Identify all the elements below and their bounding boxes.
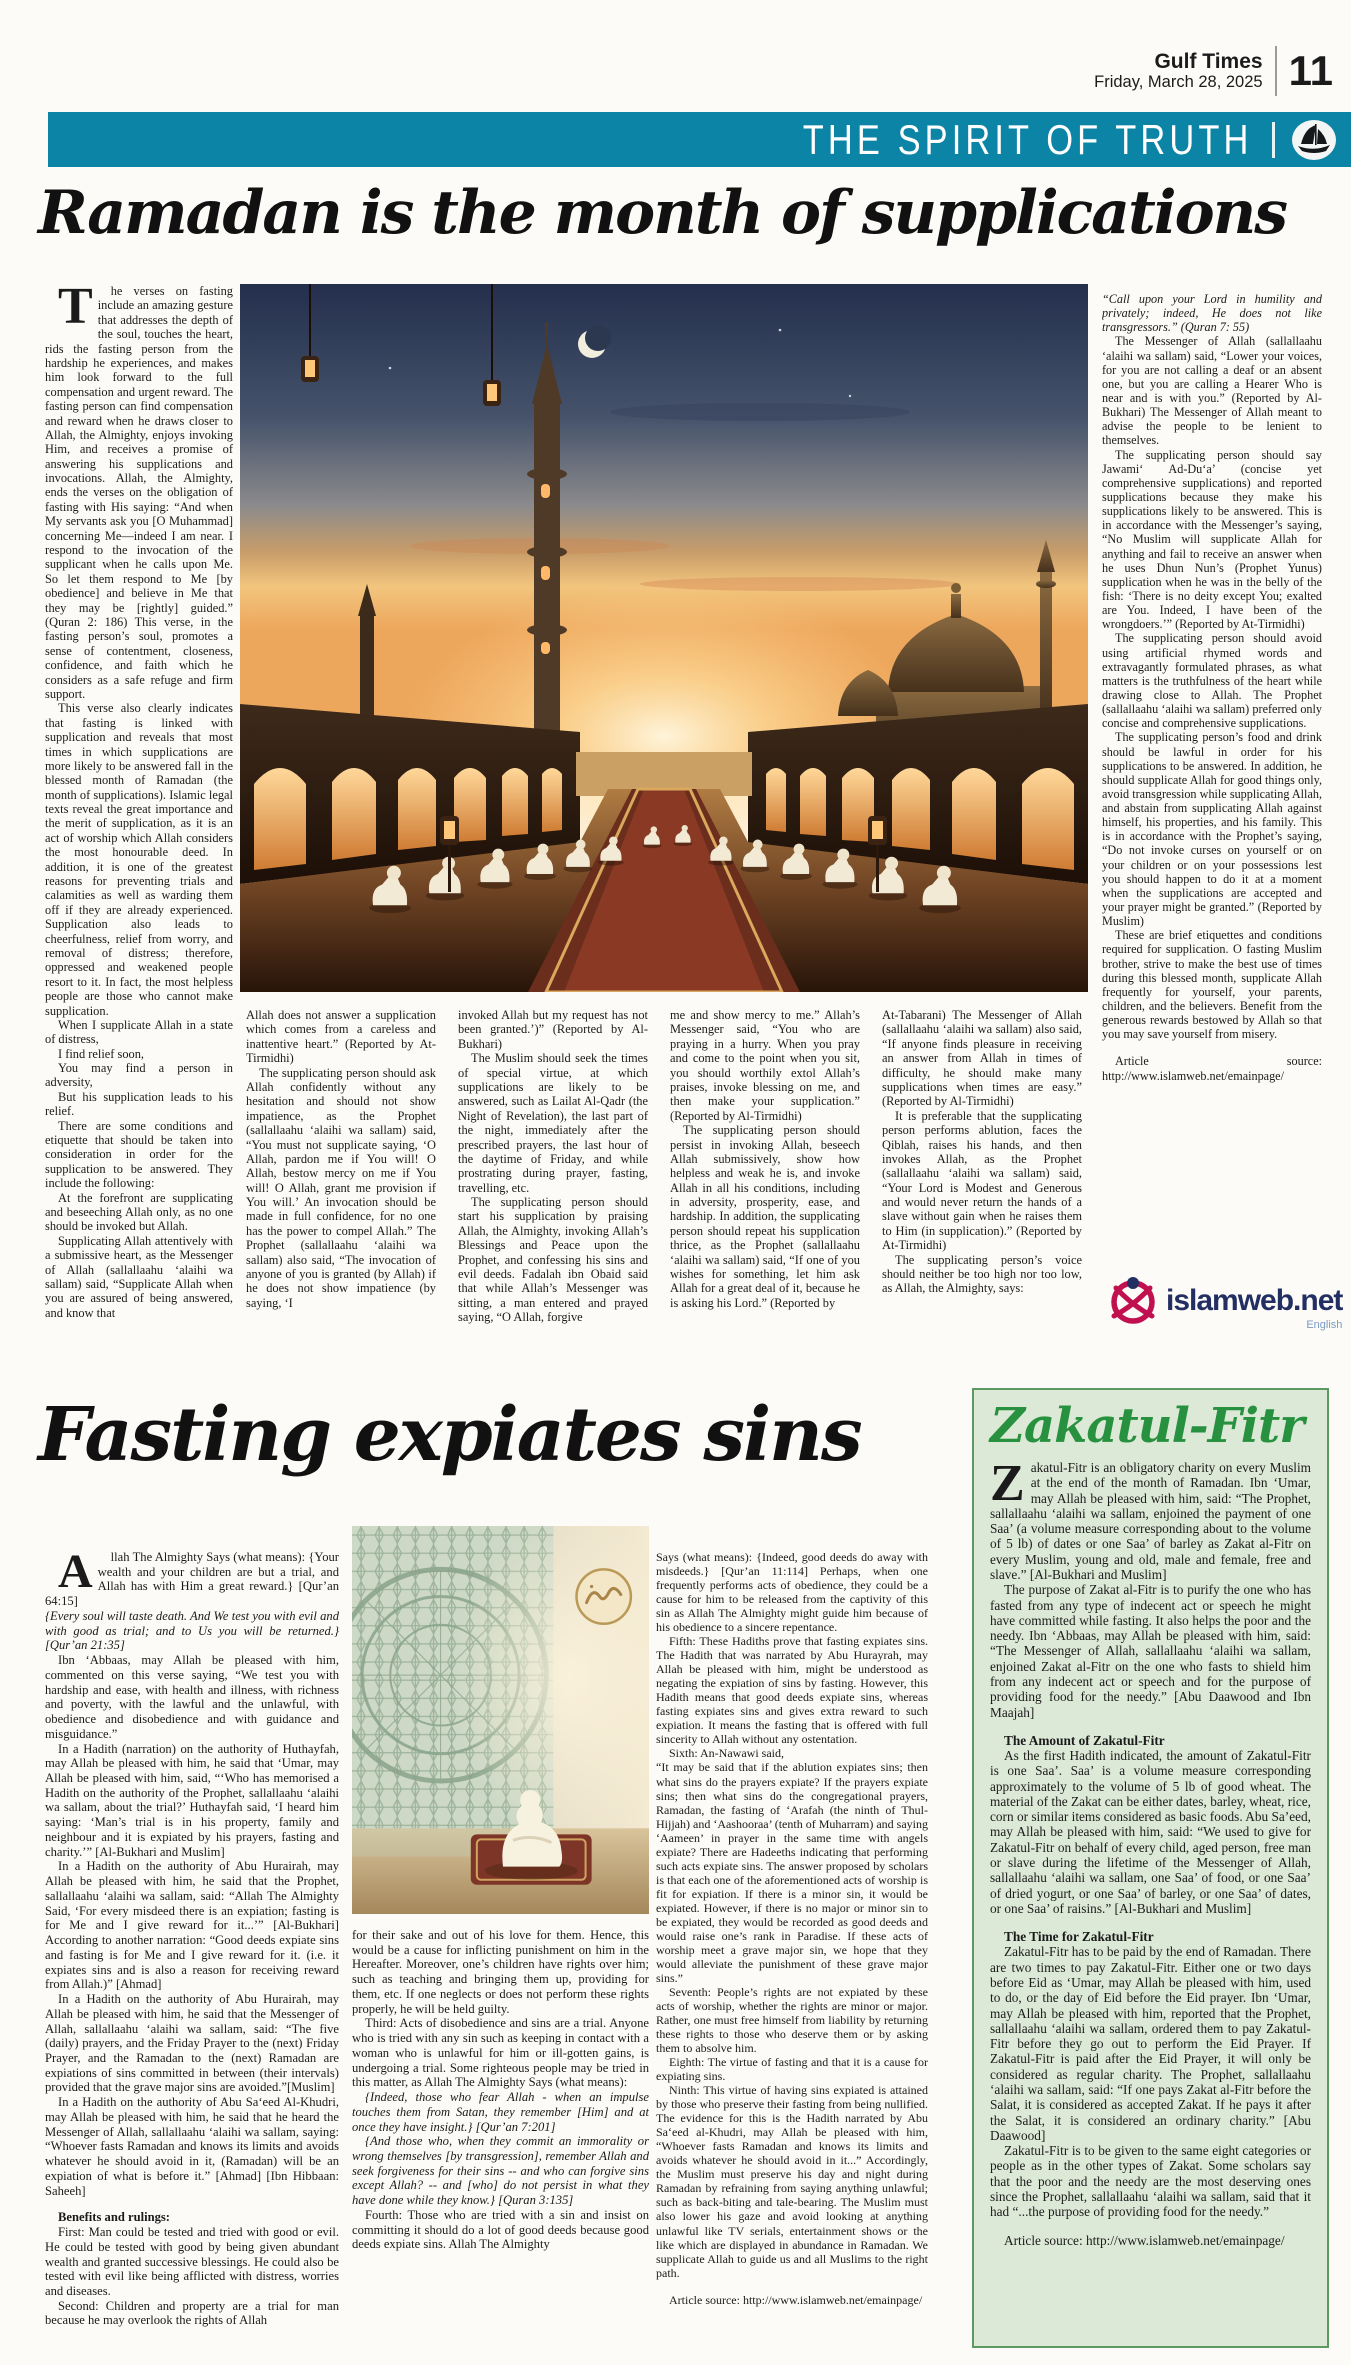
paragraph: At-Tabarani) The Messenger of Allah (sallallaahu ‘alaihi wa sallam) also said, “If anyone finds pleasure in receiving an answer from Allah in times of difficulty, he should make many supplications when times are easy.” (Reported by Al-Tirmidhi) (882, 1008, 1082, 1109)
article1-column-1 (45, 284, 233, 1388)
paragraph: In a Hadith on the authority of Abu Hurairah, may Allah be pleased with him, he said that the Messenger of Allah, sallallaahu ‘alaihi wa sallam, said: “The five (daily) prayers, and the Friday Prayer to the (next) Friday Prayer, and the Ramadan to the (next) Ramadan are expiations of sins committed in between (their intervals) provided that the grave major sins are avoided.”[Muslim] (45, 1992, 339, 2095)
masthead-text (1094, 50, 1262, 91)
paragraph: Ibn ‘Abbaas, may Allah be pleased with him, commented on this verse saying, “We test you with hardship and ease, with health and illness, with richness and poverty, with the lawful and the unlawful, with obedience and disobedience and with guidance and misguidance.” (45, 1653, 339, 1741)
banner-divider (1272, 122, 1275, 158)
paragraph: The Muslim should seek the times of special virtue, at which supplications are likely to be answered, such as Lailat Al-Qadr (the Night of Revelation), the last part of the night, immediately after the prescribed prayers, the last hour of the daytime of Friday, and while prostrating during prayer, fasting, travelling, etc. (458, 1051, 648, 1195)
paragraph: Allah does not answer a supplication which comes from a careless and inattentive heart.” (Reported by At-Tirmidhi) (246, 1008, 436, 1066)
paragraph: In a Hadith (narration) on the authority of Huthayfah, may Allah be pleased with him, he said that ‘Umar, may Allah be pleased with him, said, “‘Who has memorised a Hadith on the authority of the Prophet, sallallaahu ‘alaihi wa sallam, about the trial?’ Huthayfah said, ‘I heard him saying: ‘Man’s trial is in his property, family and neighbour and it is expiated by his prayers, fasting and charity.’” [Al-Bukhari and Muslim] (45, 1741, 339, 1859)
paragraph: The supplicating person should persist in invoking Allah, beseech Allah submissively, show how helpless and weak he is, and invoke Allah in all his conditions, including in adversity, prosperity, ease, and hardship. In addition, the supplicating person should repeat his supplication thrice, as the Prophet (sallallaahu ‘alaihi wa sallam) said, “If one of you wishes for something, let him ask Allah for a great deal of it, because he is asking his Lord.” (Reported by (670, 1123, 860, 1310)
article2-column-1 (45, 1550, 339, 2350)
article1-column-3 (458, 1008, 648, 1388)
paragraph: Ninth: This virtue of having sins expiated is attained by those who preserve their fasting from being nullified. The evidence for this is the Hadith narrated by Abu Sa‘eed al-Khudri, may Allah be pleased with him, “Whoever fasts Ramadan and knows its limits and avoids whatever he should avoid in it...” Accordingly, the Muslim must preserve his day and night during Ramadan by refraining from saying anything unlawful; such as back-biting and tale-bearing. The Muslim must also lower his gaze and avoid looking at anything unlawful like TV serials, entertainment shows or the like which are displayed in abundance in Ramadan. We supplicate Allah to guide us and all Muslims to the right path. (656, 2083, 928, 2280)
paragraph: {And those who, when they commit an immorality or wrong themselves [by transgression], remember Allah and seek forgiveness for their sins -- and who can forgive sins except Allah? -- and [who] do not persist in what they have done while they know.} [Quran 3:135] (352, 2134, 649, 2208)
paragraph: Second: Children and property are a trial for man because he may overlook the rights of Allah (45, 2298, 339, 2328)
paragraph: The supplicating person’s food and drink should be lawful in order for his supplications to be answered. In addition, he should supplicate Allah for good things only, avoid transgression while supplicating Allah, and abstain from supplicating Allah against himself, his properties, and his family. This is in accordance with the Prophet’s saying, “Do not invoke curses on yourself or on your children or on your possessions lest you should happen to do it at a moment when the supplications are accepted and your prayer might be granted.” (Reported by Muslim) (1102, 730, 1322, 929)
paragraph: Supplicating Allah attentively with a submissive heart, as the Messenger of Allah (sallallaahu ‘alaihi wa sallam) said, “Supplicate Allah when you are assured of being answered, and know that (45, 1233, 233, 1320)
paragraph: The Amount of Zakatul-Fitr (1004, 1732, 1165, 1748)
masthead-divider (1275, 46, 1277, 96)
masthead (1094, 46, 1333, 96)
zakat-lead-paragraph: Zakatul-Fitr is an obligatory charity on every Muslim at the end of the month of Ramadan. Ibn ‘Umar, may Allah be pleased with him, said: “The Prophet, sallallaahu ‘alaihi wa sallam, enjoined the payment of one Saa’ (a volume measure corresponding about to the volume of 5 lb) of dates or one Saa’ of barley as Zakat al-Fitr on every Muslim, young and old, male and female, free and slave.” [Al-Bukhari and Muslim] (990, 1455, 1311, 1582)
section-banner (48, 112, 1351, 167)
paragraph: The Time for Zakatul-Fitr (1004, 1929, 1154, 1945)
paragraph: You may find a person in adversity, (45, 1061, 233, 1090)
islamweb-wordmark: islamweb.net English (1166, 1284, 1343, 1331)
paragraph: When I supplicate Allah in a state of distress, (45, 1017, 233, 1047)
paragraph: It is preferable that the supplicating person performs ablution, faces the Qiblah, raises his hands, and then invokes Allah, as the Prophet (sallallaahu ‘alaihi wa sallam) said, “Your Lord is Modest and Generous and would never return the hands of a slave without gain when he raises them to Him (in supplication).” (Reported by At-Tirmidhi) (882, 1108, 1082, 1253)
paragraph: Article source: http://www.islamweb.net/emainpage/ (669, 2292, 923, 2307)
paragraph: There are some conditions and etiquette that should be taken into consideration in order for the supplication to be answered. They include the following: (45, 1118, 233, 1191)
paragraph: Fourth: Those who are tried with a sin and insist on committing it should do a lot of good deeds because good deeds expiate sins. Allah The Almighty (352, 2207, 649, 2252)
zakat-box (972, 1388, 1329, 2348)
zakat-title: Zakatul-Fitr (990, 1398, 1304, 1454)
article1-column-2 (246, 1008, 436, 1388)
zakat-body (990, 1455, 1311, 2248)
zakat-paragraphs (990, 1582, 1311, 2248)
paragraph: Zakatul-Fitr has to be paid by the end of Ramadan. There are two times to pay Zakatul-Fitr. Either one or two days before Eid as ‘Umar, may Allah be pleased with him, used to do, or the day of Eid before the Eid prayer. Ibn ‘Umar, may Allah be pleased with him, reported that the Prophet, sallallaahu ‘alaihi wa sallam, ordered them to pay Zakatul-Fitr before they go out to perform the Eid Prayer. If Zakatul-Fitr is paid after the Eid Prayer, it will only be considered as regular charity. The Prophet, sallallaahu ‘alaihi wa sallam, said: “If one pays Zakat al-Fitr before the Salat, it is considered as accepted Zakat. If he pays it after the Salat, it is considered an ordinary charity.” [Abu Daawood] (990, 1944, 1311, 2143)
paragraph: “Call upon your Lord in humility and privately; indeed, He does not like transgressors.” (Quran 7: 55) (1102, 292, 1322, 335)
paragraph: This verse also clearly indicates that fasting is linked with supplication and reveals that most times in which supplications are more likely to be answered fall in the blessed month of Ramadan (the month of supplications). Islamic legal texts reveal the great importance and the merit of supplication, as it is an act of worship which Allah considers the most honourable deed. In addition, it is one of the greatest reasons for preventing trials and calamities as well as warding them off if they are already experienced. Supplication also leads to cheerfulness, relief from worry, and removal of distress; therefore, oppressed and weakened people resort to it. In fact, the most helpless people are those who cannot make supplication. (45, 701, 233, 1018)
paragraph: Says (what means): {Indeed, good deeds do away with misdeeds.} [Qur’an 11:114] Perhaps, when one frequently performs acts of obedience, they could be a cause for him to be released from the captivity of this sin as Allah The Almighty might guide him because of his obedience to a sincere repentance. (656, 1550, 928, 1635)
dropcap-A: A (58, 1550, 93, 1598)
paragraph: The supplicating person’s voice should neither be too high nor too low, as Allah, the Almighty, says: (882, 1252, 1082, 1296)
paragraph: I find relief soon, (58, 1046, 145, 1061)
praying-man-photo (352, 1526, 649, 1914)
paragraph: {Every soul will taste death. And We test you with evil and with good as trial; and to Us you will be returned.} [Qur’an 21:35] (45, 1608, 339, 1653)
paragraph: First: Man could be tested and tried with good or evil. He could be tested with good by being given abundant wealth and granted successive blessings. He could also be tested with evil like being afflicted with distress, worries and diseases. (45, 2225, 339, 2298)
islamweb-globe-icon (1106, 1272, 1160, 1331)
paragraph: Benefits and rulings: (58, 2210, 170, 2225)
article1-column-5 (882, 1008, 1082, 1388)
article2-column-1-paragraphs (45, 1609, 339, 2328)
islamweb-english-label: English (1306, 1319, 1343, 1331)
article1-column-6 (1102, 292, 1322, 1240)
paragraph: The purpose of Zakat al-Fitr is to purify the one who has fasted from any type of indecent act or speech he might have committed while fasting. It also helps the poor and the needy. Ibn ‘Abbaas, may Allah be pleased with him, said: “The Messenger of Allah, sallallaahu ‘alaihi wa sallam, enjoined Zakat al-Fitr on the one who fasts to shield him from any indecent act or speech and for the purpose of providing food for the needy.” [Abu Daawood and Ibn Maajah] (990, 1582, 1311, 1720)
article2-headline: Fasting expiates sins (38, 1392, 861, 1478)
mosque-sunset-photo (240, 284, 1088, 992)
paragraph: Sixth: An-Nawawi said, (669, 1746, 784, 1761)
article1-column-1-paragraphs (45, 701, 233, 1320)
paragraph: The Messenger of Allah (sallallaahu ‘alaihi wa sallam) said, “Lower your voices, for you are not calling a deaf or an absent one, but you are calling a Hearer Who is near and is with you.” (Reported by Al-Bukhari) The Messenger of Allah meant to advise the people to be lenient to themselves. (1102, 334, 1322, 448)
paragraph: invoked Allah but my request has not been granted.’)” (Reported by Al-Bukhari) (458, 1008, 648, 1051)
dropcap-T: T (58, 284, 93, 335)
paragraph: Article source: http://www.islamweb.net/emainpage/ (1004, 2232, 1285, 2248)
paragraph: Seventh: People’s rights are not expiated by these acts of worship, whether the rights are minor or major. Rather, one must free himself from liability by returning these rights to those who deserve them or by asking them to absolve him. (656, 1984, 928, 2056)
paragraph: The supplicating person should avoid using artificial rhymed words and extravagantly formulated phrases, as what matters is the truthfulness of the heart while drawing close to Allah. The Prophet (sallallaahu ‘alaihi wa sallam) preferred only concise and comprehensive supplications. (1102, 631, 1322, 731)
paragraph: Zakatul-Fitr is to be given to the same eight categories or people as in the other types of Zakat. Some scholars say that the poor and the needy are the most deserving ones since the Prophet, sallallaahu ‘alaihi wa sallam, said that it had “...the purpose of providing food for the needy.” (990, 2143, 1311, 2220)
article1-lead-paragraph: T he verses on fasting include an amazing gesture that addresses the depth of the soul, touches the heart, rids the fasting person from the hardship he experiences, and makes him look forward to the full compensation and urgent reward. The fasting person can find compensation and reward when he draws closer to Allah, the Almighty, enjoys invoking Him, and receives a promise of answering his supplications and invocations. Allah, the Almighty, ends the verses on the obligation of fasting with His saying: “And when My servants ask you [O Muhammad] concerning Me—indeed I am near. I respond to the invocation of the supplicant when he calls upon Me. So let them respond to Me [by obedience] and believe in Me that they may be [rightly] guided.” (Quran 2: 186) This verse, in the fasting person’s soul, promotes a sense of contentment, closeness, confidence, and faith which he considers as a safe refuge and firm support. (45, 284, 233, 701)
paper-name: Gulf Times (1154, 50, 1263, 74)
paragraph: me and show mercy to me.” Allah’s Messenger said, “You who are praying in a hurry. When you pray and come to the point when you sit, you should worthily extol Allah’s praises, invoke blessing on me, and then make your supplication.” (Reported by Al-Tirmidhi) (670, 1008, 860, 1123)
paragraph: “It may be said that if the ablution expiates sins; then what sins do the prayers expiate? If the prayers expiate sins; then what sins do the congregational prayers, Ramadan, the fasting of ‘Arafah (the ninth of Thul-Hijjah) and ‘Aashooraa’ (tenth of Muharram) and saying ‘Aameen’ in prayer in the same time with angels expiate? There are Hadeeths indicating that performing such acts expiate sins. The answer proposed by scholars is that each one of the aforementioned acts of worship is fit for expiation. If there is a minor sin, it would be expiated. However, if there is no major or minor sin to be expiated, they would be recorded as good deeds and would raise one’s rank in Paradise. If these acts of worship meet a grave major sin, we hope that they would alleviate the punishment of these grave major sins.” (656, 1760, 928, 1985)
paragraph: These are brief etiquettes and conditions required for supplication. O fasting Muslim brother, strive to make the best use of times during this blessed month, supplicate Allah frequently for yourself, your parents, children, and the believers. Benefit from the generous rewards bestowed by Allah so that you may save yourself from misery. (1102, 928, 1322, 1042)
article1-headline: Ramadan is the month of supplications (38, 178, 1286, 248)
article2-column-2 (352, 1928, 649, 2350)
issue-date: Friday, March 28, 2025 (1094, 73, 1263, 92)
article1-column-4 (670, 1008, 860, 1388)
paragraph: Third: Acts of disobedience and sins are a trial. Anyone who is tried with any sin such as keeping in contact with a woman who is unlawful for him or ill-gotten gains, is undergoing a trial. Some righteous people may be tried in this matter, as Allah The Almighty Says (what means): (352, 2016, 649, 2090)
paragraph: The supplicating person should say Jawami‘ Ad-Du‘a’ (concise yet comprehensive supplications) and reported supplications because they make his supplications likely to be answered. This is in accordance with the Messenger’s saying, “No Muslim will supplicate Allah for anything and fail to receive an answer when he uses Dhun Nun’s (Prophet Yunus) supplication when he was in the belly of the fish: ‘There is no deity except You; exalted are You. Indeed, I have been of the wrongdoers.’” (Reported by At-Tirmidhi) (1102, 447, 1322, 632)
page-number: 11 (1288, 47, 1333, 94)
article2-column-3 (656, 1550, 928, 2350)
dropcap-Z: Z (990, 1455, 1025, 1512)
section-title: THE SPIRIT OF TRUTH (802, 115, 1252, 163)
islamweb-logo (1106, 1258, 1343, 1344)
paragraph: The supplicating person should start his supplication by praising Allah, the Almighty, invoking Allah’s Blessings and Peace upon the Prophet, and confessing his sins and evil deeds. Fadalah ibn Obaid said that while Allah’s Messenger was sitting, a man entered and prayed saying, “O Allah, forgive (458, 1195, 648, 1325)
paragraph: Article source: http://www.islamweb.net/emainpage/ (1102, 1054, 1322, 1083)
paragraph: Fifth: These Hadiths prove that fasting expiates sins. The Hadith that was narrated by Abu Hurayrah, may Allah be pleased with him, might be understood as negating the expiation of sins by fasting. However, this Hadith means that good deeds expiate sins, whereas fasting expiates sins and gives extra reward to such expiation. It means the fasting that is offered with full sincerity to Allah without any ostentation. (656, 1634, 928, 1747)
paragraph: for their sake and out of his love for them. Hence, this would be a cause for inflicting punishment on him in the Hereafter. Moreover, one’s children have rights over him; such as teaching and bringing them up, providing for them, etc. If one neglects or does not perform these rights properly, he will be held guilty. (352, 1928, 649, 2016)
paragraph: Eighth: The virtue of fasting and that it is a cause for expiating sins. (656, 2055, 928, 2084)
paragraph: In a Hadith on the authority of Abu Hurairah, may Allah be pleased with him, he said that the Prophet, sallallaahu ‘alaihi wa sallam, said: “Allah The Almighty Said, ‘For every misdeed there is an expiation; fasting is for Me and I give reward for it...’” [Al-Bukhari] According to another narration: “Good deeds expiate sins and fasting is for Me and I give reward for it. (i.e. it expiates sins and is also a reason for receiving reward from Allah.)” [Ahmad] (45, 1859, 339, 1992)
paragraph: But his supplication leads to his relief. (45, 1089, 233, 1119)
paragraph: {Indeed, those who fear Allah - when an impulse touches them from Satan, they remember [Him] and at once they have insight.} [Qur’an 7:201] (352, 2090, 649, 2134)
dhow-boat-icon (1291, 119, 1337, 161)
paragraph: At the forefront are supplicating and beseeching Allah only, as no one should be invoked but Allah. (45, 1190, 233, 1234)
paragraph: As the first Hadith indicated, the amount of Zakatul-Fitr is one Saa’. Saa’ is a volume measure corresponding approximately to the volume of 5 lb of good wheat. The material of the Zakat can be either dates, barley, wheat, rice, corn or similar items considered as basic foods. Abu Sa’eed, may Allah be pleased with him, said: “We used to give for Zakatul-Fitr on behalf of every child, aged person, free man or slave during the lifetime of the Messenger of Allah, sallallaahu ‘alaihi wa sallam, one Saa’ of food, or one Saa’ of dried yogurt, or one Saa’ of barley, or one Saa’ of dates, or one Saa’ of raisins.” [Al-Bukhari and Muslim] (990, 1748, 1311, 1916)
paragraph: In a Hadith on the authority of Abu Sa‘eed Al-Khudri, may Allah be pleased with him, he said that he heard the Messenger of Allah, sallallaahu ‘alaihi wa sallam, saying: “Whoever fasts Ramadan and knows its limits and avoids whatever he should avoid in it, (Ramadan) will be an expiation of what is before it.” [Ahmad] [Ibn Hibbaan: Saheeh] (45, 2095, 339, 2198)
article2-lead-paragraph: A llah The Almighty Says (what means): {Your wealth and your children are but a trial, and Allah has with Him a great reward.} [Qur’an 64:15] (45, 1550, 339, 1609)
paragraph: The supplicating person should ask Allah confidently without any hesitation and should not show impatience, as the Prophet (sallallaahu ‘alaihi wa sallam) said, “You must not supplicate saying, ‘O Allah, pardon me if You will! O Allah, bestow mercy on me if You will! O Allah, grant me provision if You will.’ An invocation should be made in full confidence, for no one has the power to compel Allah.” The Prophet (sallallaahu ‘alaihi wa sallam) also said, “The invocation of anyone of you is granted (by Allah) if he does not show impatience (by saying, ‘I (246, 1065, 436, 1310)
